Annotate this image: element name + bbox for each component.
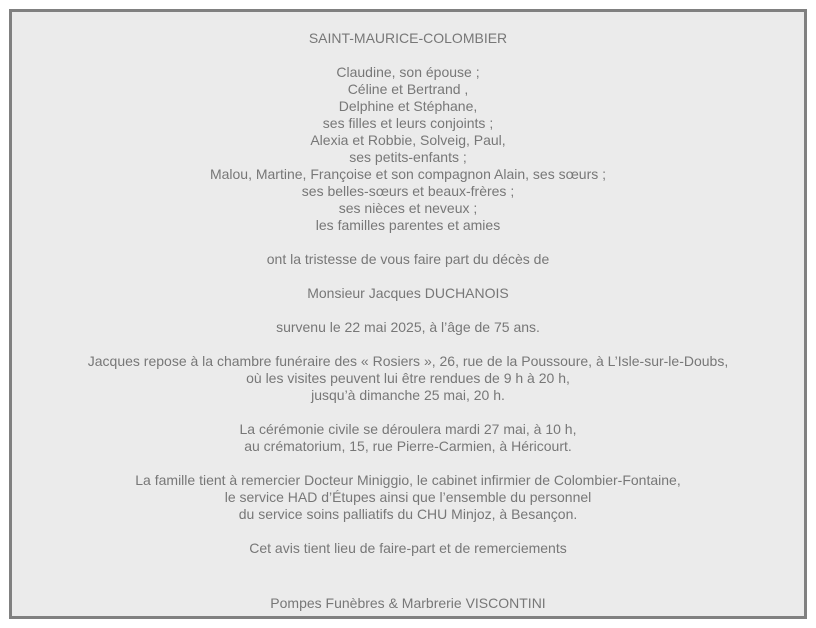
funeral-home-name: Pompes Funèbres & Marbrerie VISCONTINI bbox=[270, 595, 546, 611]
viewing-line: jusqu’à dimanche 25 mai, 20 h. bbox=[311, 387, 505, 403]
closing-text: Cet avis tient lieu de faire-part et de remerciements bbox=[249, 540, 567, 556]
viewing-line: Jacques repose à la chambre funéraire des « Rosiers », 26, rue de la Poussoure, à L’Isle-sur-le-Doubs, bbox=[87, 353, 729, 369]
thanks-line: du service soins palliatifs du CHU Minjoz, à Besançon. bbox=[238, 506, 578, 522]
family-line: ses petits-enfants ; bbox=[349, 149, 467, 165]
family-line: les familles parentes et amies bbox=[315, 217, 501, 233]
ceremony-line: au crématorium, 15, rue Pierre-Carmien, à Héricourt. bbox=[244, 438, 572, 454]
deceased-name: Monsieur Jacques DUCHANOIS bbox=[307, 285, 509, 301]
thanks-line: le service HAD d’Étupes ainsi que l’ensemble du personnel bbox=[224, 489, 592, 505]
family-line: ses filles et leurs conjoints ; bbox=[322, 115, 494, 131]
family-line: ses nièces et neveux ; bbox=[338, 200, 478, 216]
family-line: Delphine et Stéphane, bbox=[338, 98, 478, 114]
family-line: Alexia et Robbie, Solveig, Paul, bbox=[310, 132, 506, 148]
family-line: ses belles-sœurs et beaux-frères ; bbox=[301, 183, 515, 199]
family-line: Céline et Bertrand , bbox=[347, 81, 469, 97]
notice-body bbox=[12, 30, 804, 612]
thanks-line: La famille tient à remercier Docteur Miniggio, le cabinet infirmier de Colombier-Fontaine, bbox=[135, 472, 681, 488]
death-info: survenu le 22 mai 2025, à l’âge de 75 ans. bbox=[276, 319, 540, 335]
announcement-text: ont la tristesse de vous faire part du décès de bbox=[266, 251, 550, 267]
ceremony-line: La cérémonie civile se déroulera mardi 27 mai, à 10 h, bbox=[239, 421, 577, 437]
viewing-line: où les visites peuvent lui être rendues de 9 h à 20 h, bbox=[246, 370, 570, 386]
town-heading: SAINT-MAURICE-COLOMBIER bbox=[308, 30, 508, 46]
family-line: Claudine, son épouse ; bbox=[336, 64, 480, 80]
obituary-notice bbox=[9, 9, 807, 619]
family-line: Malou, Martine, Françoise et son compagnon Alain, ses sœurs ; bbox=[209, 166, 607, 182]
